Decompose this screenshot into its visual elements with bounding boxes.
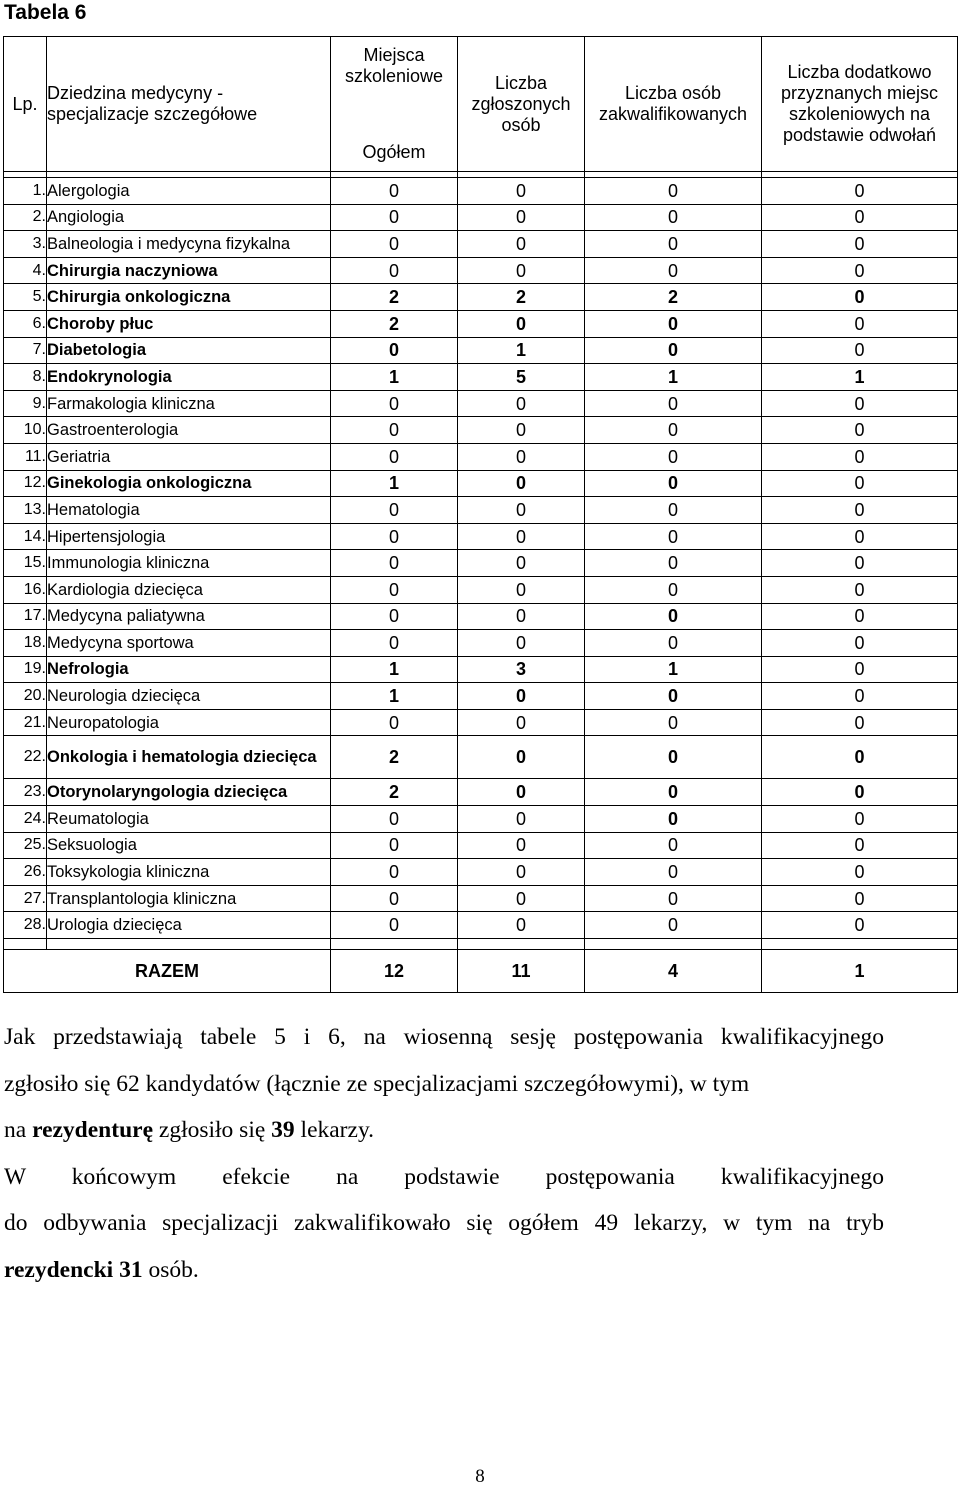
row-value: 0 (458, 523, 585, 550)
row-value: 0 (585, 736, 762, 779)
body-text (4, 1014, 884, 1293)
text-bold-rezydencki-31: rezydencki 31 (4, 1256, 143, 1283)
row-lp: 5. (4, 284, 47, 311)
row-lp: 14. (4, 523, 47, 550)
table-row (4, 709, 958, 736)
row-value: 0 (331, 257, 458, 284)
table-row (4, 656, 958, 683)
table-title: Tabela 6 (4, 1, 87, 24)
table-row (4, 470, 958, 497)
row-value: 0 (458, 832, 585, 859)
row-value: 0 (762, 736, 958, 779)
row-name: Immunologia kliniczna (47, 550, 331, 577)
header-name: Dziedzina medycyny - specjalizacje szczegółowe (47, 37, 331, 172)
row-name: Medycyna paliatywna (47, 603, 331, 630)
row-value: 0 (331, 390, 458, 417)
row-value: 0 (458, 709, 585, 736)
table-row (4, 337, 958, 364)
row-value: 0 (331, 443, 458, 470)
row-value: 0 (762, 284, 958, 311)
table-row (4, 310, 958, 337)
row-value: 3 (458, 656, 585, 683)
row-value: 0 (585, 603, 762, 630)
table-row (4, 576, 958, 603)
row-value: 1 (585, 364, 762, 391)
row-value: 0 (458, 736, 585, 779)
total-row (4, 950, 958, 993)
row-value: 0 (458, 576, 585, 603)
paragraph-1-line-3 (4, 1107, 884, 1154)
row-name: Nefrologia (47, 656, 331, 683)
row-lp: 19. (4, 656, 47, 683)
row-value: 0 (585, 630, 762, 657)
paragraph-1-line-2: zgłosiło się 62 kandydatów (łącznie ze specjalizacjami szczegółowymi), w tym (4, 1070, 750, 1097)
total-label: RAZEM (4, 950, 331, 993)
row-name: Gastroenterologia (47, 417, 331, 444)
row-value: 0 (331, 806, 458, 833)
text-segment: lekarzy. (294, 1117, 375, 1143)
row-value: 5 (458, 364, 585, 391)
row-lp: 26. (4, 859, 47, 886)
row-value: 0 (458, 178, 585, 205)
row-lp: 24. (4, 806, 47, 833)
row-value: 0 (762, 806, 958, 833)
row-value: 0 (331, 417, 458, 444)
table-row (4, 736, 958, 779)
paragraph-2-line-2: do odbywania specjalizacji zakwalifikowało się ogółem 49 lekarzy, w tym na tryb (4, 1210, 884, 1236)
total-value: 4 (585, 950, 762, 993)
row-value: 0 (762, 497, 958, 524)
row-value: 0 (458, 443, 585, 470)
text-segment: zgłosiło się (153, 1117, 272, 1143)
row-value: 0 (458, 417, 585, 444)
row-name: Farmakologia kliniczna (47, 390, 331, 417)
row-value: 0 (585, 912, 762, 939)
row-value: 1 (585, 656, 762, 683)
table-row (4, 231, 958, 258)
table-row (4, 859, 958, 886)
row-value: 0 (762, 603, 958, 630)
row-value: 0 (762, 576, 958, 603)
row-lp: 17. (4, 603, 47, 630)
row-value: 0 (585, 257, 762, 284)
header-miejsca-bottom: Ogółem (362, 142, 426, 162)
row-lp: 11. (4, 443, 47, 470)
row-value: 0 (585, 417, 762, 444)
row-value: 0 (585, 709, 762, 736)
row-value: 1 (331, 683, 458, 710)
header-dodatkowo: Liczba dodatkowo przyznanych miejsc szkoleniowych na podstawie odwołań (762, 37, 958, 172)
row-value: 0 (762, 470, 958, 497)
row-value: 0 (585, 470, 762, 497)
row-lp: 8. (4, 364, 47, 391)
table-row (4, 806, 958, 833)
row-name: Ginekologia onkologiczna (47, 470, 331, 497)
row-lp: 28. (4, 912, 47, 939)
row-value: 0 (458, 779, 585, 806)
row-value: 0 (762, 885, 958, 912)
table-row (4, 497, 958, 524)
row-name: Angiologia (47, 204, 331, 231)
row-value: 0 (458, 806, 585, 833)
row-value: 0 (762, 417, 958, 444)
row-value: 0 (585, 806, 762, 833)
row-value: 2 (331, 779, 458, 806)
row-value: 1 (762, 364, 958, 391)
row-value: 0 (458, 683, 585, 710)
row-name: Neurologia dziecięca (47, 683, 331, 710)
row-value: 0 (762, 683, 958, 710)
row-value: 2 (331, 736, 458, 779)
row-value: 0 (762, 630, 958, 657)
table-row (4, 257, 958, 284)
row-value: 0 (762, 443, 958, 470)
row-value: 0 (585, 178, 762, 205)
text-bold-rezydenture: rezydenturę (32, 1117, 154, 1143)
row-name: Hematologia (47, 497, 331, 524)
row-lp: 20. (4, 683, 47, 710)
total-value: 11 (458, 950, 585, 993)
row-value: 0 (585, 204, 762, 231)
row-lp: 27. (4, 885, 47, 912)
row-name: Otorynolaryngologia dziecięca (47, 779, 331, 806)
table-gap (4, 939, 958, 950)
row-lp: 1. (4, 178, 47, 205)
row-value: 0 (458, 497, 585, 524)
row-lp: 7. (4, 337, 47, 364)
row-lp: 10. (4, 417, 47, 444)
row-name: Onkologia i hematologia dziecięca (47, 736, 331, 779)
specializations-table (3, 36, 958, 993)
row-name: Kardiologia dziecięca (47, 576, 331, 603)
row-lp: 6. (4, 310, 47, 337)
row-value: 0 (762, 231, 958, 258)
row-value: 0 (458, 231, 585, 258)
row-name: Diabetologia (47, 337, 331, 364)
row-value: 0 (762, 204, 958, 231)
row-value: 0 (762, 859, 958, 886)
row-value: 0 (762, 523, 958, 550)
row-value: 0 (331, 178, 458, 205)
row-value: 0 (585, 390, 762, 417)
header-zgloszonych: Liczba zgłoszonych osób (458, 37, 585, 172)
row-value: 0 (331, 859, 458, 886)
row-value: 0 (585, 310, 762, 337)
row-value: 0 (585, 859, 762, 886)
paragraph-2-line-3 (4, 1247, 884, 1294)
table-row (4, 178, 958, 205)
row-lp: 4. (4, 257, 47, 284)
table-row (4, 443, 958, 470)
table-row (4, 630, 958, 657)
row-value: 0 (762, 310, 958, 337)
row-lp: 3. (4, 231, 47, 258)
row-lp: 23. (4, 779, 47, 806)
row-name: Toksykologia kliniczna (47, 859, 331, 886)
row-value: 0 (331, 885, 458, 912)
row-lp: 22. (4, 736, 47, 779)
row-value: 0 (458, 257, 585, 284)
row-value: 0 (585, 885, 762, 912)
row-name: Urologia dziecięca (47, 912, 331, 939)
row-value: 0 (331, 576, 458, 603)
row-value: 0 (585, 497, 762, 524)
page-number: 8 (475, 1466, 485, 1487)
row-value: 0 (458, 912, 585, 939)
row-name: Chirurgia onkologiczna (47, 284, 331, 311)
row-value: 0 (762, 337, 958, 364)
row-value: 0 (762, 832, 958, 859)
row-value: 1 (331, 470, 458, 497)
row-value: 0 (762, 656, 958, 683)
header-miejsca-top: Miejsca szkoleniowe (344, 45, 444, 86)
row-value: 0 (458, 390, 585, 417)
table-row (4, 550, 958, 577)
header-zakwalifikowanych: Liczba osób zakwalifikowanych (585, 37, 762, 172)
row-name: Alergologia (47, 178, 331, 205)
row-value: 0 (331, 550, 458, 577)
row-value: 0 (585, 231, 762, 258)
row-lp: 2. (4, 204, 47, 231)
row-value: 0 (458, 603, 585, 630)
row-name: Geriatria (47, 443, 331, 470)
row-value: 1 (331, 364, 458, 391)
row-value: 0 (762, 709, 958, 736)
row-lp: 25. (4, 832, 47, 859)
table-row (4, 390, 958, 417)
row-value: 0 (331, 709, 458, 736)
row-value: 0 (585, 550, 762, 577)
row-value: 0 (585, 683, 762, 710)
row-value: 0 (585, 576, 762, 603)
row-value: 0 (458, 204, 585, 231)
row-value: 0 (331, 603, 458, 630)
row-value: 0 (331, 337, 458, 364)
paragraph-2-line-1: W końcowym efekcie na podstawie postępowania kwalifikacyjnego (4, 1163, 884, 1190)
text-segment: na (4, 1117, 33, 1143)
text-segment: osób. (142, 1256, 199, 1283)
row-lp: 13. (4, 497, 47, 524)
total-value: 12 (331, 950, 458, 993)
table-row (4, 284, 958, 311)
row-value: 0 (331, 523, 458, 550)
table-row (4, 603, 958, 630)
row-value: 1 (458, 337, 585, 364)
row-value: 2 (458, 284, 585, 311)
table-row (4, 523, 958, 550)
row-lp: 15. (4, 550, 47, 577)
row-name: Chirurgia naczyniowa (47, 257, 331, 284)
row-value: 2 (331, 310, 458, 337)
row-name: Medycyna sportowa (47, 630, 331, 657)
header-lp: Lp. (4, 37, 47, 172)
total-value: 1 (762, 950, 958, 993)
row-lp: 12. (4, 470, 47, 497)
table-row (4, 832, 958, 859)
text-bold-39: 39 (271, 1117, 295, 1143)
row-value: 0 (762, 390, 958, 417)
row-value: 0 (762, 178, 958, 205)
row-name: Hipertensjologia (47, 523, 331, 550)
row-name: Balneologia i medycyna fizykalna (47, 231, 331, 258)
row-name: Seksuologia (47, 832, 331, 859)
table-row (4, 885, 958, 912)
row-value: 0 (458, 470, 585, 497)
row-lp: 9. (4, 390, 47, 417)
row-name: Choroby płuc (47, 310, 331, 337)
row-name: Transplantologia kliniczna (47, 885, 331, 912)
row-value: 0 (585, 337, 762, 364)
row-value: 0 (331, 497, 458, 524)
paragraph-1-line-1: Jak przedstawiają tabele 5 i 6, na wiosenną sesję postępowania kwalifikacyjnego (4, 1024, 884, 1050)
row-name: Reumatologia (47, 806, 331, 833)
row-value: 0 (331, 832, 458, 859)
row-value: 0 (458, 550, 585, 577)
row-value: 0 (331, 912, 458, 939)
row-value: 0 (585, 523, 762, 550)
row-name: Endokrynologia (47, 364, 331, 391)
row-value: 0 (458, 885, 585, 912)
row-value: 1 (331, 656, 458, 683)
row-value: 0 (762, 779, 958, 806)
row-lp: 16. (4, 576, 47, 603)
table-row (4, 417, 958, 444)
table-row (4, 912, 958, 939)
table-body (4, 172, 958, 993)
row-value: 0 (331, 231, 458, 258)
row-value: 0 (331, 630, 458, 657)
row-lp: 21. (4, 709, 47, 736)
table-row (4, 683, 958, 710)
row-value: 0 (762, 550, 958, 577)
row-value: 0 (585, 779, 762, 806)
row-value: 2 (331, 284, 458, 311)
row-value: 0 (762, 912, 958, 939)
table-row (4, 364, 958, 391)
row-name: Neuropatologia (47, 709, 331, 736)
row-value: 0 (331, 204, 458, 231)
header-miejsca (331, 37, 458, 172)
table-row (4, 779, 958, 806)
row-value: 0 (762, 257, 958, 284)
table-row (4, 204, 958, 231)
row-value: 0 (458, 859, 585, 886)
row-value: 0 (458, 630, 585, 657)
row-value: 0 (458, 310, 585, 337)
table-header-row (4, 37, 958, 172)
row-value: 0 (585, 443, 762, 470)
row-value: 0 (585, 832, 762, 859)
row-value: 2 (585, 284, 762, 311)
row-lp: 18. (4, 630, 47, 657)
